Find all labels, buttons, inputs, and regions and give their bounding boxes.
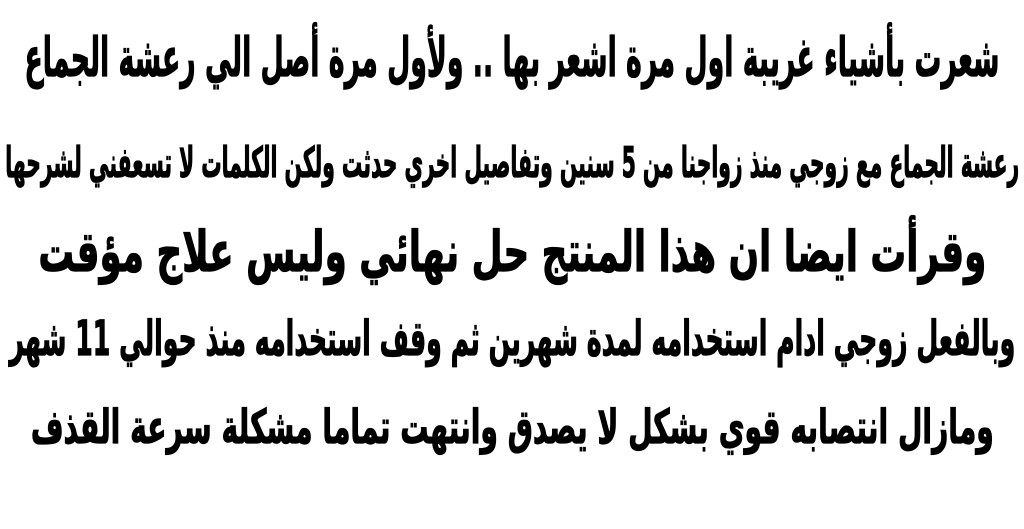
testimonial-line-text: وقرأت ايضا ان هذا المنتج حل نهائي وليس علاج مؤقت xyxy=(38,219,987,285)
testimonial-line xyxy=(0,206,1024,298)
testimonial-line xyxy=(0,385,1024,469)
testimonial-line xyxy=(0,116,1024,208)
testimonial-line xyxy=(0,291,1024,387)
testimonial-line-text: شعرت بأشياء غريبة اول مرة اشعر بها .. ولأول مرة أصل الي رعشة الجماع xyxy=(24,25,1000,89)
testimonial-line xyxy=(0,6,1024,108)
testimonial-line-text: رعشة الجماع مع زوجي منذ زواجنا من 5 سنين وتفاصيل اخري حدثت ولكن الكلمات لا تسعفني لشرحها xyxy=(5,137,1019,187)
testimonial-line-text: ومازال انتصابه قوي بشكل لا يصدق وانتهت تماما مشكلة سرعة القذف xyxy=(30,399,994,455)
testimonial-line-text: وبالفعل زوجي ادام استخدامه لمدة شهرين ثم وقف استخدامه منذ حوالي 11 شهر xyxy=(9,311,1016,367)
